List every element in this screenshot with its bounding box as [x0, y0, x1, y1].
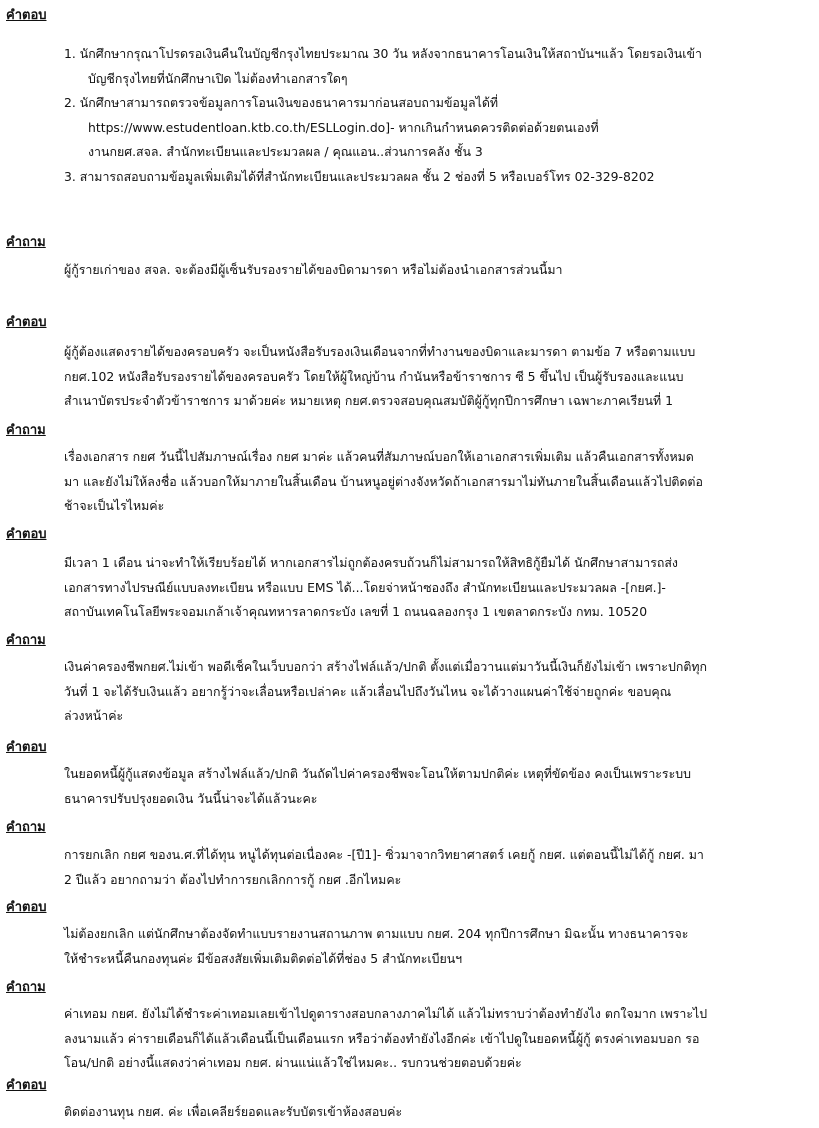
- text-line: ให้ชำระหนี้คืนกองทุนค่ะ มีข้อสงสัยเพิ่มเติมติดต่อได้ที่ช่อง 5 สำนักทะเบียนฯ: [64, 950, 463, 966]
- text-line: กยศ.102 หนังสือรับรองรายได้ของครอบครัว โดยให้ผู้ใหญ่บ้าน กำนันหรือข้าราชการ ซี 5 ขึ้นไป เป็นผู้รับรองและแนบ: [64, 368, 684, 384]
- question-text: [64, 258, 804, 283]
- list-item-2-line-3: งานกยศ.สจล. สำนักทะเบียนและประมวลผล / คุณแอน..ส่วนการคลัง ชั้น 3: [88, 144, 483, 159]
- list-item-2-line-1: 2. นักศึกษาสามารถตรวจข้อมูลการโอนเงินของธนาคารมาก่อนสอบถามข้อมูลได้ที่: [64, 95, 499, 110]
- answer-text: [64, 762, 804, 811]
- question-text: [64, 445, 804, 519]
- text-line: เรื่องเอกสาร กยศ วันนี้ไปสัมภาษณ์เรื่อง กยศ มาค่ะ แล้วคนที่สัมภาษณ์บอกให้เอาเอกสารเพิ่มเติม แล้วคืนเอกสารทั้งหมด: [64, 449, 694, 464]
- answer-heading: คำตอบ: [6, 1078, 47, 1093]
- text-line: การยกเลิก กยศ ของน.ศ.ที่ได้ทุน หนูได้ทุนต่อเนื่องคะ -[ปี1]- ซิ่วมาจากวิทยาศาสตร์ เคยกู้ กยศ. แต่ตอนนี้ไม่ได้กู้ กยศ. มา: [64, 847, 704, 862]
- answer-heading: คำตอบ: [6, 8, 47, 23]
- text-line: วันที่ 1 จะได้รับเงินแล้ว อยากรู้ว่าจะเลื่อนหรือเปล่าคะ แล้วเลื่อนไปถึงวันไหน จะได้วางแผนค่าใช้จ่ายถูกค่ะ ขอบคุณ: [64, 683, 672, 699]
- list-item-2-url: https://www.estudentloan.ktb.co.th/ESLLogin.do]- หากเกินกำหนดควรติดต่อด้วยตนเองที่: [88, 119, 599, 135]
- question-heading: คำถาม: [6, 423, 46, 438]
- answer-text: [64, 1100, 804, 1125]
- text-line: ผู้กู้ต้องแสดงรายได้ของครอบครัว จะเป็นหนังสือรับรองเงินเดือนจากที่ทำงานของบิดาและมารดา ตามข้อ 7 หรือตามแบบ: [64, 344, 696, 359]
- text-line: มา และยังไม่ให้ลงชื่อ แล้วบอกให้มาภายในสิ้นเดือน บ้านหนูอยู่ต่างจังหวัดถ้าเอกสารมาไม่ทันภายในสิ้นเดือนแล้วไปติดต่อ: [64, 473, 703, 489]
- question-heading: คำถาม: [6, 820, 46, 835]
- text-line: 2 ปีแล้ว อยากถามว่า ต้องไปทำการยกเลิกการกู้ กยศ .อีกไหมคะ: [64, 871, 402, 887]
- answer-heading: คำตอบ: [6, 315, 47, 330]
- text-line: ธนาคารปรับปรุงยอดเงิน วันนี้น่าจะได้แล้วนะคะ: [64, 790, 318, 806]
- list-item-3-line-1: 3. สามารถสอบถามข้อมูลเพิ่มเติมได้ที่สำนักทะเบียนและประมวลผล ชั้น 2 ช่องที่ 5 หรือเบอร์โทร 02-329-8202: [64, 168, 655, 184]
- text-line: ไม่ต้องยกเลิก แต่นักศึกษาต้องจัดทำแบบรายงานสถานภาพ ตามแบบ กยศ. 204 ทุกปีการศึกษา มิฉะนั้น ทางธนาคารจะ: [64, 926, 689, 941]
- text-line: ในยอดหนี้ผู้กู้แสดงข้อมูล สร้างไฟล์แล้ว/ปกติ วันถัดไปค่าครองชีพจะโอนให้ตามปกติค่ะ เหตุที่ขัดข้อง คงเป็นเพราะระบบ: [64, 766, 691, 781]
- text-line: โอน/ปกติ อย่างนี้แสดงว่าค่าเทอม กยศ. ผ่านแน่แล้วใช่ไหมคะ.. รบกวนช่วยตอบด้วยค่ะ: [64, 1055, 522, 1070]
- text-line: สถาบันเทคโนโลยีพระจอมเกล้าเจ้าคุณทหารลาดกระบัง เลขที่ 1 ถนนฉลองกรุง 1 เขตลาดกระบัง กทม. 10520: [64, 604, 648, 619]
- text-line: มีเวลา 1 เดือน น่าจะทำให้เรียบร้อยได้ หากเอกสารไม่ถูกต้องครบถ้วนก็ไม่สามารถให้สิทธิกู้ยืมได้ นักศึกษาสามารถส่ง: [64, 555, 678, 570]
- answer-text: [64, 340, 804, 414]
- text-line: เงินค่าครองชีพกยศ.ไม่เข้า พอดีเช็คในเว็บบอกว่า สร้างไฟล์แล้ว/ปกติ ตั้งแต่เมื่อวานแต่มาวันนี้เงินก็ยังไม่เข้า เพราะปกติทุก: [64, 659, 708, 674]
- answer-text: [64, 922, 804, 971]
- answer-heading: คำตอบ: [6, 740, 47, 755]
- answer-list: [64, 42, 804, 189]
- answer-text: [64, 551, 804, 625]
- question-heading: คำถาม: [6, 633, 46, 648]
- text-line: ผู้กู้รายเก่าของ สจล. จะต้องมีผู้เซ็นรับรองรายได้ของบิดามารดา หรือไม่ต้องนำเอกสารส่วนนี้มา: [64, 262, 563, 277]
- text-line: ค่าเทอม กยศ. ยังไม่ได้ชำระค่าเทอมเลยเข้าไปดูตารางสอบกลางภาคไม่ได้ แล้วไม่ทราบว่าต้องทำยังไง ตกใจมาก เพราะไป: [64, 1006, 708, 1021]
- text-line: ช้าจะเป็นไรไหมค่ะ: [64, 498, 165, 513]
- list-item-1-line-1: 1. นักศึกษากรุณาโปรดรอเงินคืนในบัญชีกรุงไทยประมาณ 30 วัน หลังจากธนาคารโอนเงินให้สถาบันฯแล้ว โดยรอเงินเข้า: [64, 46, 702, 61]
- text-line: ติดต่องานทุน กยศ. ค่ะ เพื่อเคลียร์ยอดและรับบัตรเข้าห้องสอบค่ะ: [64, 1104, 403, 1119]
- question-heading: คำถาม: [6, 235, 46, 250]
- question-text: [64, 1002, 804, 1076]
- answer-heading: คำตอบ: [6, 527, 47, 542]
- list-item-1-line-2: บัญชีกรุงไทยที่นักศึกษาเปิด ไม่ต้องทำเอกสารใดๆ: [88, 70, 348, 86]
- text-line: ล่วงหน้าค่ะ: [64, 708, 124, 723]
- question-text: [64, 843, 804, 892]
- text-line: สำเนาบัตรประจำตัวข้าราชการ มาด้วยค่ะ หมายเหตุ กยศ.ตรวจสอบคุณสมบัติผู้กู้ทุกปีการศึกษา เฉพาะภาคเรียนที่ 1: [64, 393, 673, 408]
- answer-heading: คำตอบ: [6, 900, 47, 915]
- text-line: เอกสารทางไปรษณีย์แบบลงทะเบียน หรือแบบ EMS ได้...โดยจ่าหน้าซองถึง สำนักทะเบียนและประมวลผล -[กยศ.]-: [64, 579, 666, 595]
- question-heading: คำถาม: [6, 980, 46, 995]
- text-line: ลงนามแล้ว ค่ารายเดือนก็ได้แล้วเดือนนี้เป็นเดือนแรก หรือว่าต้องทำยังไงอีกค่ะ เข้าไปดูในยอดหนี้ผู้กู้ ตรงค่าเทอมบอก รอ: [64, 1030, 700, 1046]
- question-text: [64, 655, 804, 729]
